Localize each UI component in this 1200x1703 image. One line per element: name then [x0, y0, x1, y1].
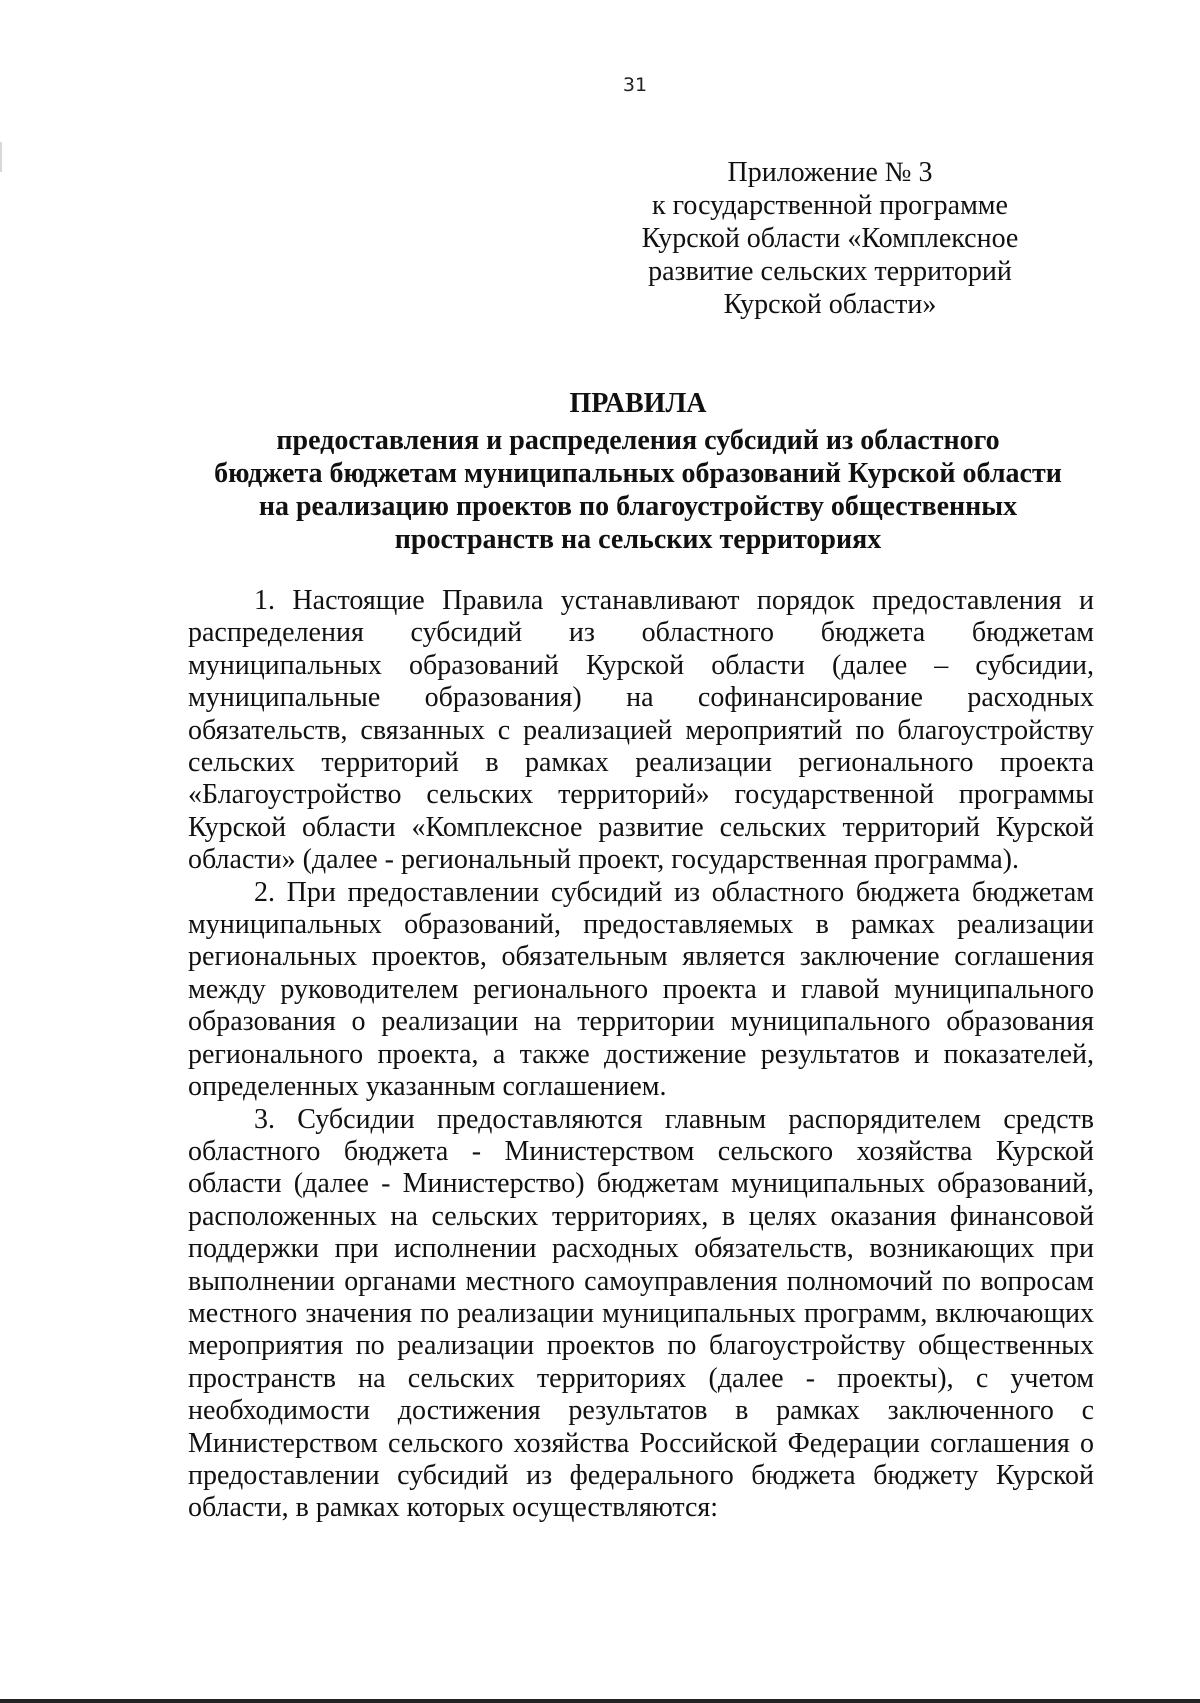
title-subtitle [188, 424, 1088, 556]
title-sub-line: на реализацию проектов по благоустройству общественных [258, 491, 1018, 522]
text-line: муниципальных образований Курской области (далее – субсидии, [188, 649, 1094, 681]
document-title [188, 386, 1088, 556]
text-line: области» (далее - региональный проект, государственная программа). [188, 844, 1019, 876]
text-line: определенных указанным соглашением. [188, 1071, 667, 1103]
text-line: 1. Настоящие Правила устанавливают порядок предоставления и [254, 585, 1094, 616]
text-line: областного бюджета - Министерством сельского хозяйства Курской [188, 1135, 1094, 1167]
appendix-header [630, 156, 1030, 321]
text-line: расположенных на сельских территориях, в целях оказания финансовой [188, 1200, 1094, 1232]
text-line: 2. При предоставлении субсидий из областного бюджета бюджетам [254, 876, 1094, 908]
appendix-line: Курской области» [723, 289, 937, 320]
title-sub-line: предоставления и распределения субсидий из областного [276, 425, 1000, 456]
text-line: Курской области «Комплексное развитие сельских территорий Курской [188, 811, 1094, 843]
text-line: сельских территорий в рамках реализации регионального проекта [188, 747, 1094, 779]
appendix-line: развитие сельских территорий [648, 256, 1012, 287]
text-line: регионального проекта, а также достижение результатов и показателей, [188, 1038, 1094, 1070]
scan-edge-mark [0, 142, 2, 172]
paragraph-2 [188, 877, 1094, 1104]
text-line: Министерством сельского хозяйства Российской Федерации соглашения о [188, 1427, 1094, 1459]
appendix-line: Курской области «Комплексное [641, 223, 1019, 254]
page-number: 31 [622, 74, 648, 96]
appendix-line: к государственной программе [652, 190, 1008, 221]
text-line: обязательств, связанных с реализацией мероприятий по благоустройству [188, 714, 1094, 746]
text-line: региональных проектов, обязательным является заключение соглашения [188, 941, 1094, 973]
text-line: мероприятия по реализации проектов по благоустройству общественных [188, 1330, 1094, 1362]
paragraph-1 [188, 585, 1094, 877]
text-line: муниципальных образований, предоставляемых в рамках реализации [188, 909, 1094, 941]
text-line: выполнении органами местного самоуправления полномочий по вопросам [188, 1265, 1094, 1297]
text-line: между руководителем регионального проекта и главой муниципального [188, 973, 1094, 1005]
text-line: «Благоустройство сельских территорий» государственной программы [188, 779, 1094, 811]
title-sub-line: пространств на сельских территориях [394, 524, 882, 555]
paragraph-3 [188, 1104, 1094, 1525]
title-sub-line: бюджета бюджетам муниципальных образований Курской области [214, 458, 1062, 489]
text-line: поддержки при исполнении расходных обязательств, возникающих при [188, 1233, 1094, 1265]
text-line: местного значения по реализации муниципальных программ, включающих [188, 1297, 1094, 1329]
scan-bottom-edge [0, 1699, 1200, 1703]
text-line: пространств на сельских территориях (далее - проекты), с учетом [188, 1362, 1094, 1394]
title-main: ПРАВИЛА [569, 388, 707, 419]
text-line: необходимости достижения результатов в рамках заключенного с [188, 1395, 1094, 1427]
text-line: предоставлении субсидий из федерального бюджета бюджету Курской [188, 1459, 1094, 1491]
text-line: муниципальные образования) на софинансирование расходных [188, 682, 1094, 714]
text-line: образования о реализации на территории муниципального образования [188, 1006, 1094, 1038]
text-line: области (далее - Министерство) бюджетам муниципальных образований, [188, 1168, 1094, 1200]
text-line: 3. Субсидии предоставляются главным распорядителем средств [254, 1103, 1094, 1135]
document-body [188, 585, 1094, 1525]
text-line: области, в рамках которых осуществляются: [188, 1492, 719, 1524]
text-line: распределения субсидий из областного бюджета бюджетам [188, 617, 1094, 649]
appendix-line: Приложение № 3 [727, 157, 933, 188]
